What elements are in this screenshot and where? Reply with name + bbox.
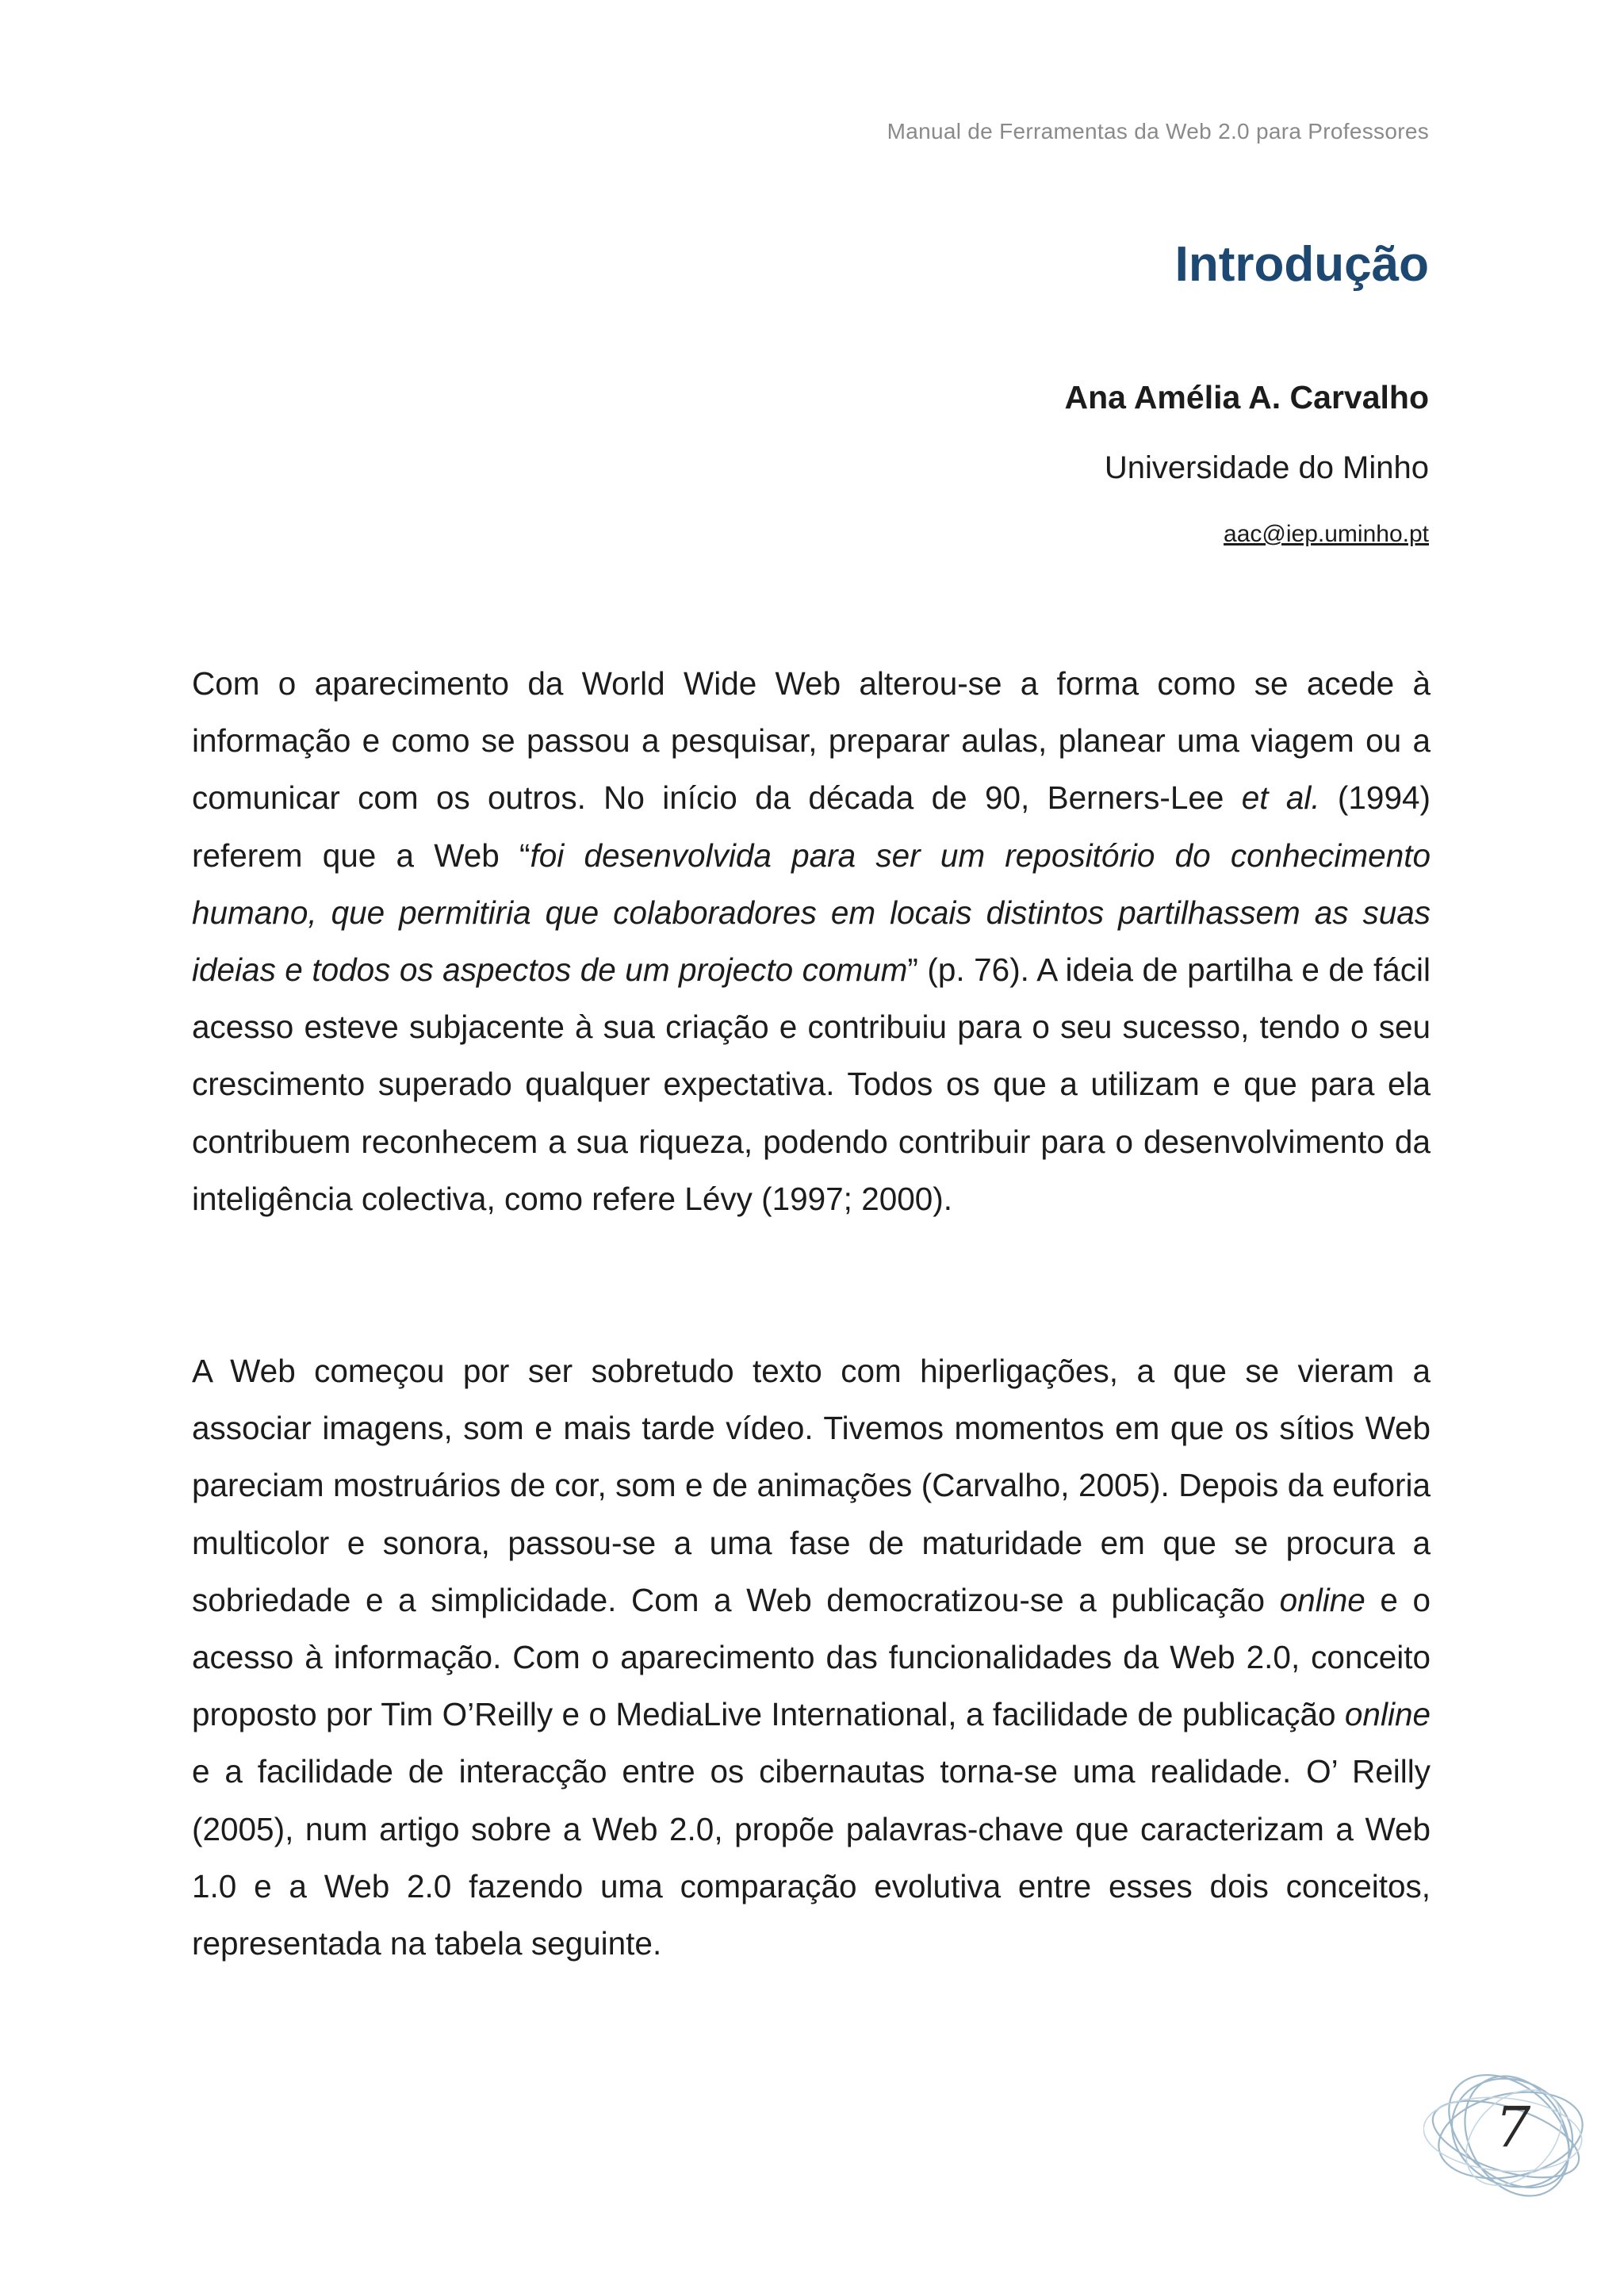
author-email-link[interactable]: aac@iep.uminho.pt xyxy=(1224,521,1429,547)
paragraph-text: Com o aparecimento da World Wide Web alterou-se a forma como se acede à informação e como se passou a pesquisar, preparar aulas, planear uma viagem ou a comunicar com os outros. No início da década de 90, Berners-Lee xyxy=(192,665,1431,817)
paragraph-text: ” (p. 76). A ideia de partilha e de fácil acesso esteve subjacente à sua criação e contribuiu para o seu sucesso, tendo o seu crescimento superado qualquer expectativa. Todos os que a utilizam e que para ela contribuem reconhecem a sua riqueza, podendo contribuir para o desenvolvimento da inteligência colectiva, como refere Lévy (1997; 2000). xyxy=(192,951,1431,1217)
paragraph-italic-text: et al. xyxy=(1241,779,1320,817)
paragraph-italic-text: online xyxy=(1344,1696,1431,1733)
body-paragraph-1 xyxy=(192,655,1431,1227)
author-affiliation: Universidade do Minho xyxy=(1104,450,1429,485)
quotation-italic-text: foi desenvolvida para ser um repositório do conhecimento humano, que permitiria que colaboradores em locais distintos partilhassem as suas ideias e todos os aspectos de um projecto comum xyxy=(192,836,1431,989)
page-number: 7 xyxy=(1495,2095,1531,2160)
paragraph-text: e a facilidade de interacção entre os cibernautas torna-se uma realidade. O’ Reilly (2005), num artigo sobre a Web 2.0, propõe palavras-chave que caracterizam a Web 1.0 e a Web 2.0 fazendo uma comparação evolutiva entre esses dois conceitos, representada na tabela seguinte. xyxy=(192,1753,1431,1962)
body-paragraph-2 xyxy=(192,1342,1431,1972)
running-header: Manual de Ferramentas da Web 2.0 para Professores xyxy=(887,119,1429,144)
author-name: Ana Amélia A. Carvalho xyxy=(1064,379,1429,415)
paragraph-italic-text: online xyxy=(1279,1581,1365,1618)
paragraph-text: e o acesso à informação. Com o aparecimento das funcionalidades da Web 2.0, conceito proposto por Tim O’Reilly e o MediaLive International, a facilidade de publicação xyxy=(192,1581,1431,1733)
chapter-title: Introdução xyxy=(1174,237,1429,292)
paragraph-text: A Web começou por ser sobretudo texto com hiperligações, a que se vieram a associar imagens, som e mais tarde vídeo. Tivemos momentos em que os sítios Web pareciam mostruários de cor, som e de animações (Carvalho, 2005). Depois da euforia multicolor e sonora, passou-se a uma fase de maturidade em que se procura a sobriedade e a simplicidade. Com a Web democratizou-se a publicação xyxy=(192,1353,1431,1618)
paragraph-text: (1994) referem que a Web “ xyxy=(192,779,1431,874)
